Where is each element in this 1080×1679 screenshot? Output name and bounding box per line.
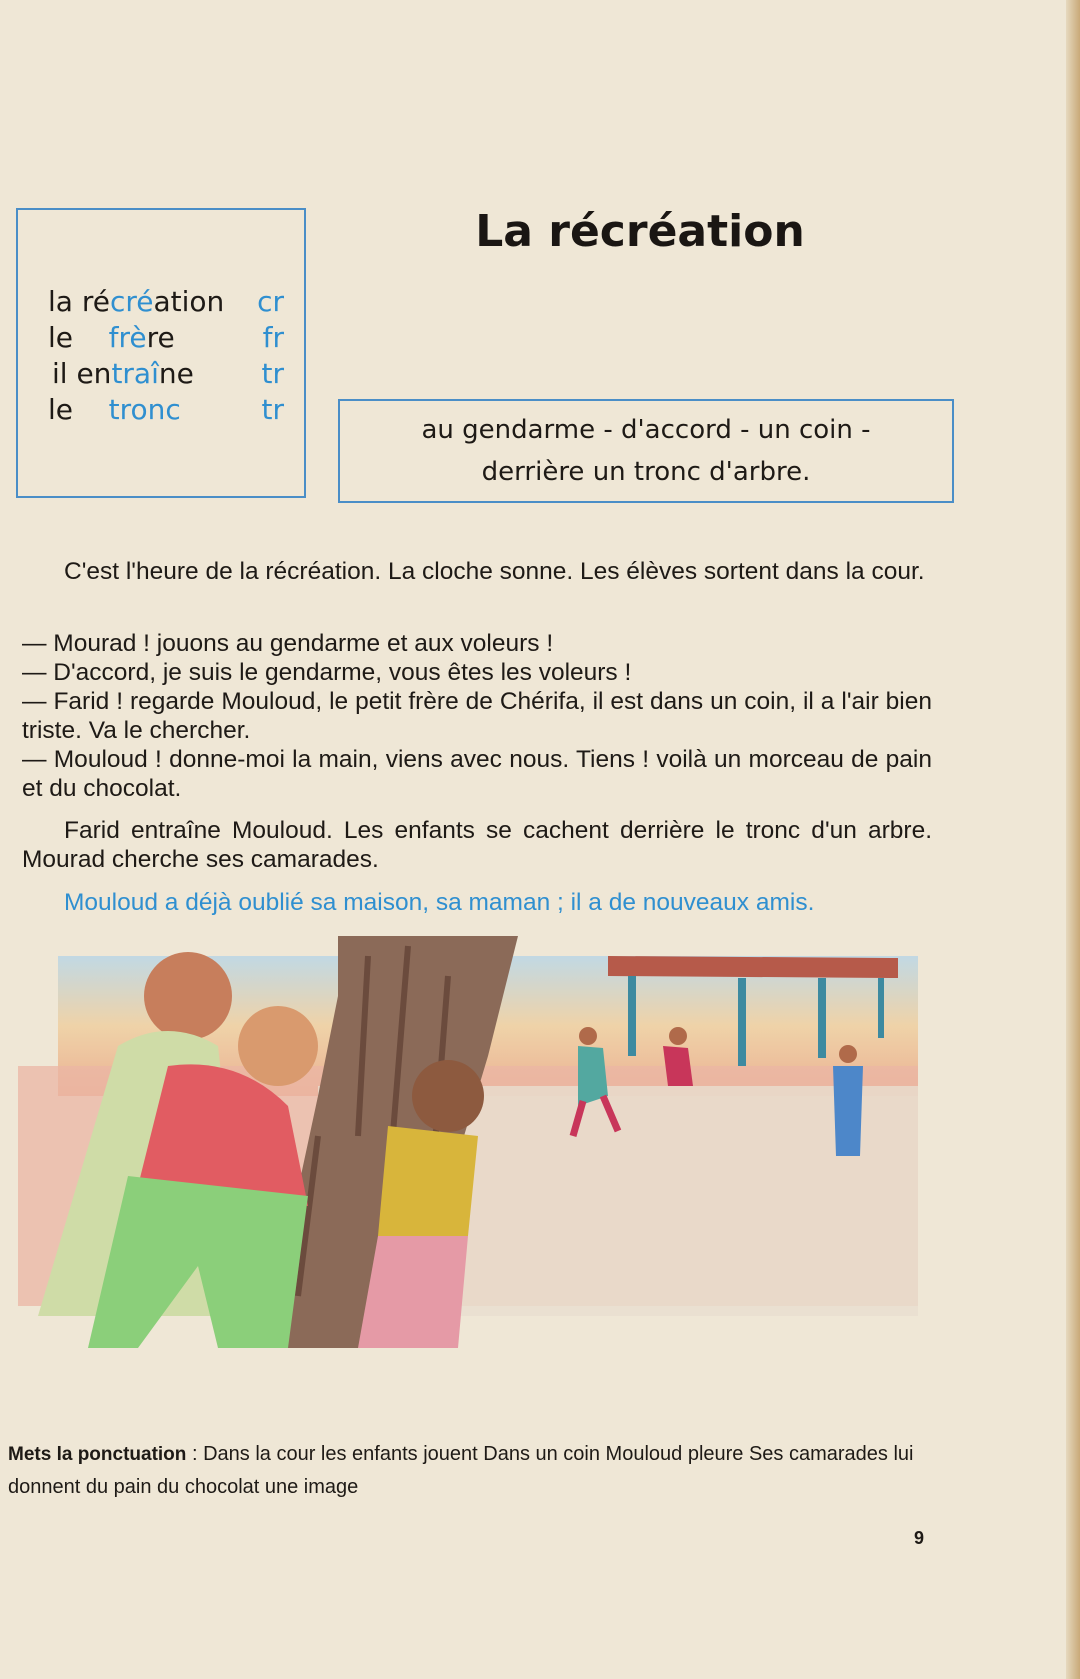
- playground-illustration: [18, 936, 918, 1348]
- sound-label: tr: [261, 393, 284, 426]
- page-edge-shadow: [1066, 0, 1080, 1679]
- new-words-line: derrière un tronc d'arbre.: [481, 457, 811, 487]
- exercise-text: : Dans la cour les enfants jouent Dans un coin Mouloud pleure Ses camarades lui donnent du pain du chocolat une image: [8, 1443, 914, 1498]
- story-paragraph: C'est l'heure de la récréation. La cloche sonne. Les élèves sortent dans la cour.: [64, 558, 925, 585]
- vocab-item: [48, 284, 298, 320]
- vocab-text: le: [48, 393, 82, 426]
- sound-label: cr: [257, 285, 284, 318]
- dialogue-line: — D'accord, je suis le gendarme, vous êtes les voleurs !: [22, 659, 632, 686]
- vocab-text: le: [48, 321, 82, 354]
- vocab-item: [48, 392, 298, 428]
- new-words-line: au gendarme - d'accord - un coin -: [421, 415, 871, 445]
- sound-label: tr: [261, 357, 284, 390]
- vocab-item: [48, 320, 298, 356]
- vocab-highlight: cré: [109, 285, 154, 318]
- exercise: [8, 1438, 938, 1503]
- vocab-text: ne: [158, 357, 194, 390]
- exercise-label: Mets la ponctuation: [8, 1444, 187, 1465]
- new-words-box: [338, 399, 954, 503]
- vocab-highlight: tronc: [108, 393, 181, 426]
- vocab-text: il en: [52, 357, 112, 390]
- vocab-text: la ré: [48, 285, 110, 318]
- vocab-item: [48, 356, 298, 392]
- story-paragraph: Farid entraîne Mouloud. Les enfants se cachent derrière le tronc d'un arbre. Mourad cherche ses camarades.: [22, 817, 932, 873]
- vocab-text: ation: [153, 285, 225, 318]
- vocab-text: re: [146, 321, 175, 354]
- dialogue-line: — Mourad ! jouons au gendarme et aux voleurs !: [22, 630, 554, 657]
- page-title: La récréation: [475, 206, 805, 257]
- dialogue-line: — Mouloud ! donne-moi la main, viens avec nous. Tiens ! voilà un morceau de pain et du chocolat.: [22, 746, 932, 802]
- vocab-highlight: frè: [108, 321, 147, 354]
- vocab-highlight: traî: [111, 357, 159, 390]
- vocabulary-box: [16, 208, 306, 498]
- page-number: 9: [914, 1528, 925, 1548]
- sound-label: fr: [262, 321, 284, 354]
- dialogue-line: — Farid ! regarde Mouloud, le petit frère de Chérifa, il est dans un coin, il a l'air bien triste. Va le chercher.: [22, 688, 932, 744]
- story-paragraph-highlight: Mouloud a déjà oublié sa maison, sa maman ; il a de nouveaux amis.: [64, 889, 815, 916]
